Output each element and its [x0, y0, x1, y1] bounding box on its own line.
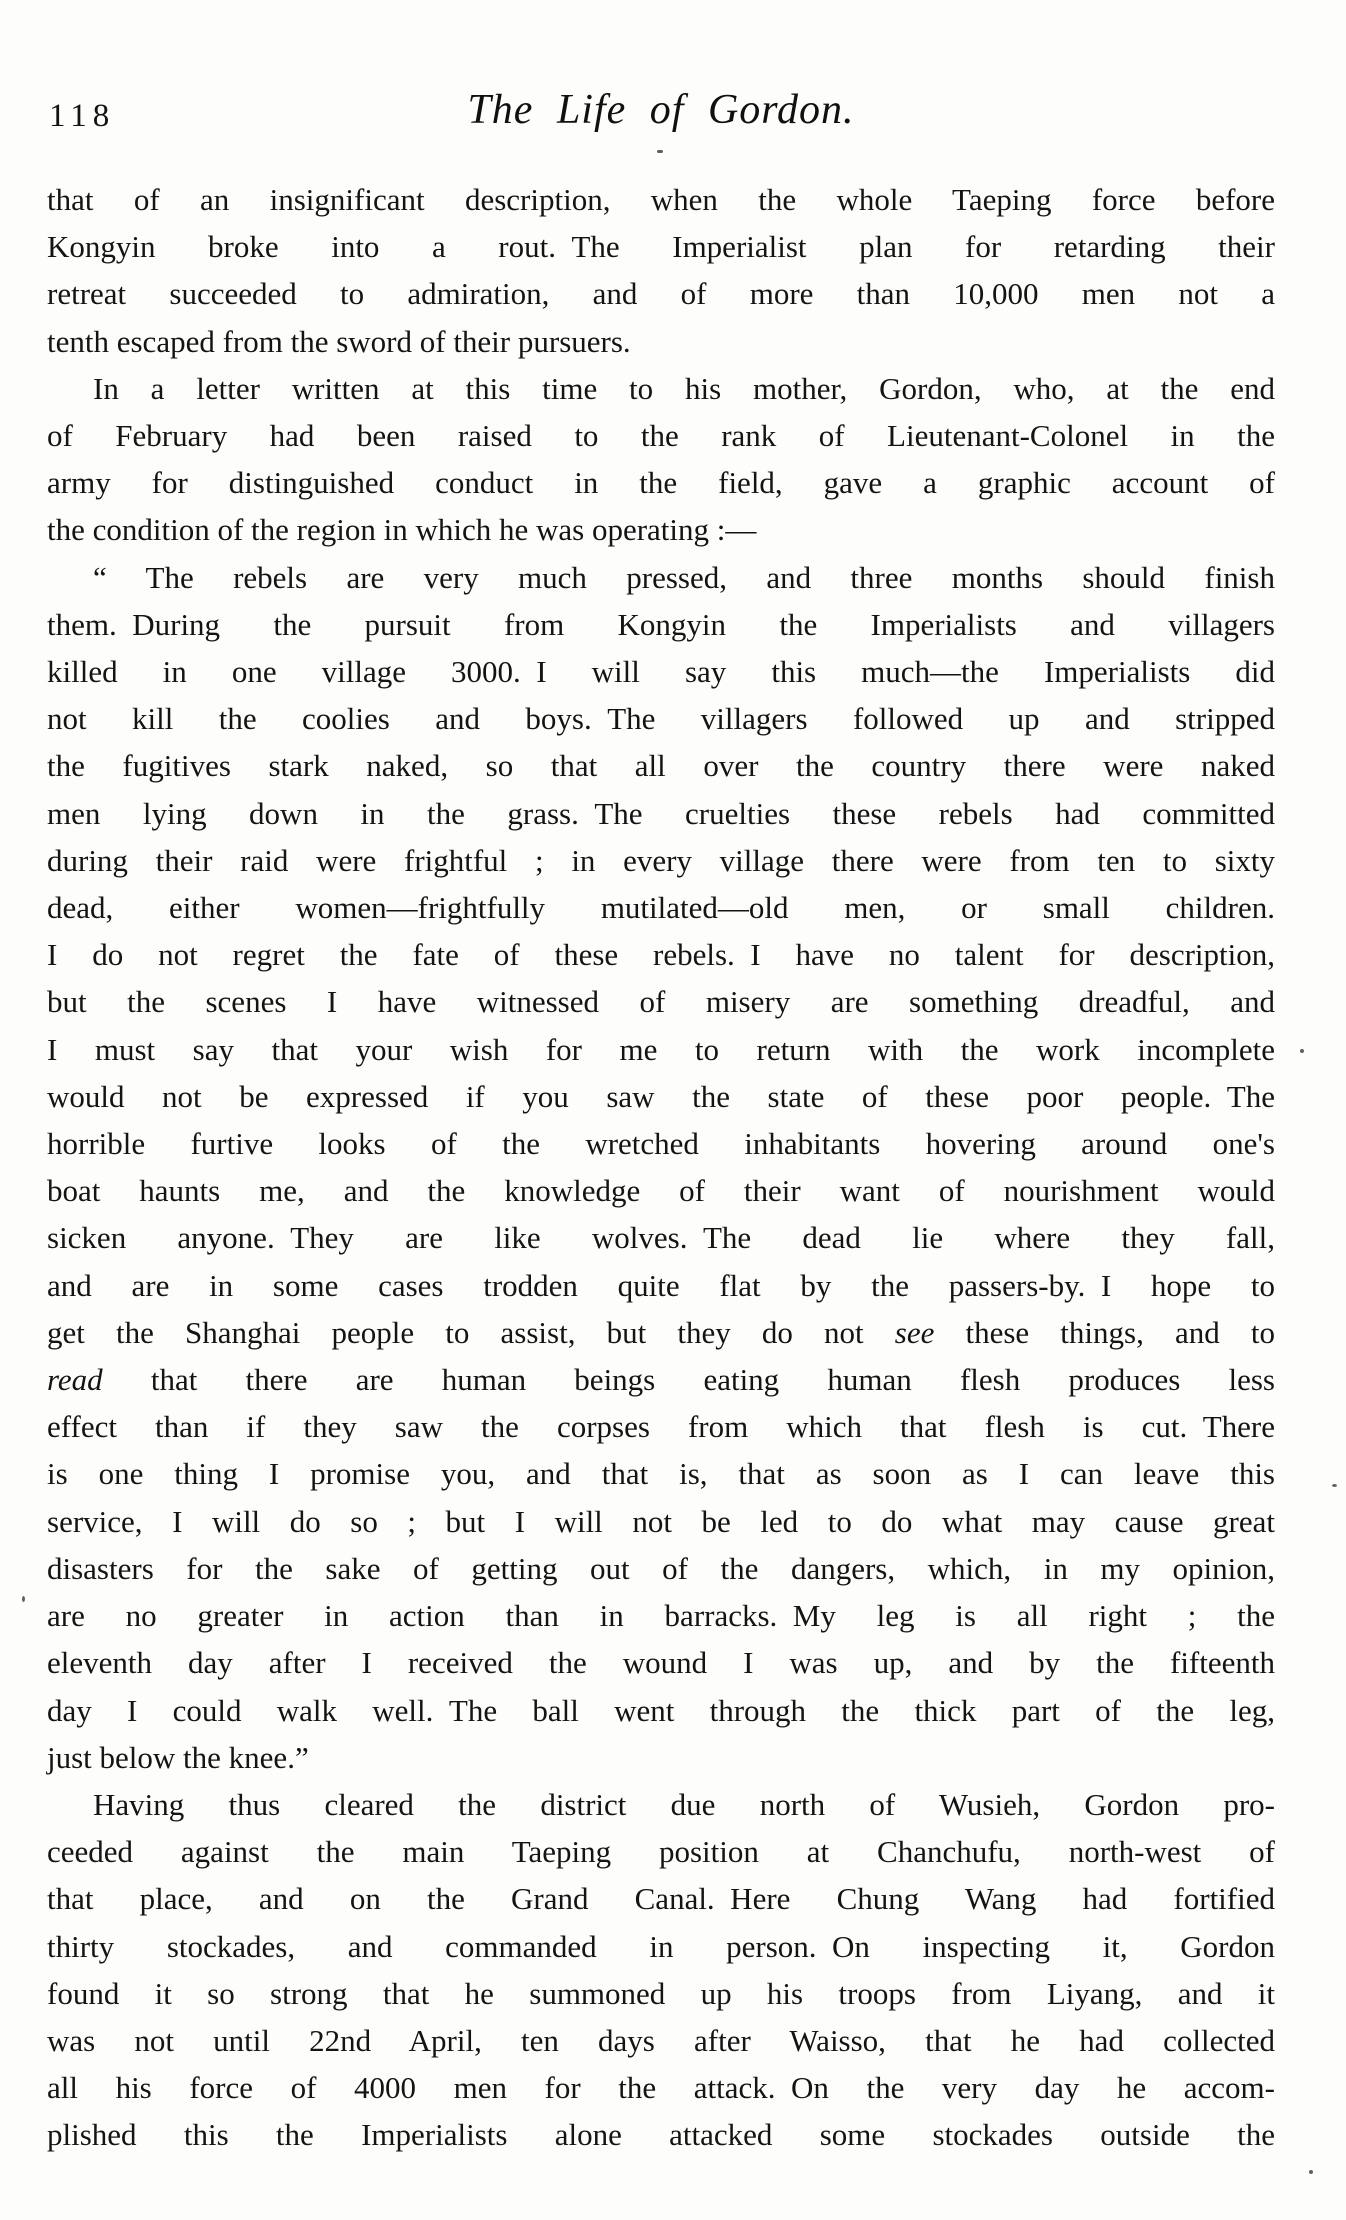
- text-run: eleventh day after I received the wound I was up, and by the fifteenth: [47, 1645, 1275, 1681]
- text-run: of February had been raised to the rank of Lieutenant-Colonel in the: [47, 418, 1275, 454]
- text-run: just below the knee.”: [47, 1739, 309, 1775]
- text-run: during their raid were frightful ; in every village there were from ten to sixty: [47, 842, 1275, 878]
- text-run: all his force of 4000 men for the attack. On the very day he accom-: [47, 2070, 1275, 2106]
- text-line: [47, 365, 1275, 412]
- text-run: horrible furtive looks of the wretched inhabitants hovering around one's: [47, 1126, 1275, 1162]
- text-run: plished this the Imperialists alone attacked some stockades outside the: [47, 2117, 1275, 2153]
- text-run: dead, either women—frightfully mutilated—old men, or small children.: [47, 890, 1275, 926]
- text-run: that there are human beings eating human flesh produces less: [102, 1362, 1275, 1398]
- text-run: that place, and on the Grand Canal. Here Chung Wang had fortified: [47, 1881, 1275, 1917]
- italic-word: see: [894, 1314, 935, 1350]
- text-line: [47, 742, 1275, 789]
- italic-word: read: [47, 1362, 103, 1398]
- text-block: [47, 176, 1275, 2159]
- scan-speck: [22, 1596, 25, 1602]
- text-run: would not be expressed if you saw the state of these poor people. The: [47, 1078, 1275, 1114]
- text-run: day I could walk well. The ball went through the thick part of the leg,: [47, 1692, 1275, 1728]
- text-run: these things, and to: [934, 1314, 1275, 1350]
- text-line: [47, 412, 1275, 459]
- text-line: [47, 554, 1275, 601]
- text-line: [47, 790, 1275, 837]
- text-run: ceeded against the main Taeping position at Chanchufu, north-west of: [47, 1834, 1275, 1870]
- scan-speck: [1309, 2170, 1313, 2174]
- text-line: [47, 1828, 1275, 1875]
- text-run: tenth escaped from the sword of their pursuers.: [47, 323, 631, 359]
- text-run: get the Shanghai people to assist, but they do not: [47, 1314, 895, 1350]
- text-run: but the scenes I have witnessed of misery are something dreadful, and: [47, 984, 1275, 1020]
- text-line: [47, 2111, 1275, 2158]
- text-line: [47, 1639, 1275, 1686]
- text-line: [47, 884, 1275, 931]
- text-line: [47, 1781, 1275, 1828]
- text-line: [47, 1923, 1275, 1970]
- text-line: [47, 648, 1275, 695]
- text-line: [47, 1073, 1275, 1120]
- text-line: [47, 1875, 1275, 1922]
- text-run: effect than if they saw the corpses from which that flesh is cut. There: [47, 1409, 1275, 1445]
- text-line: [47, 1026, 1275, 1073]
- text-line: [47, 695, 1275, 742]
- text-line: [47, 318, 1275, 365]
- text-run: retreat succeeded to admiration, and of more than 10,000 men not a: [47, 276, 1275, 312]
- scan-speck: [1300, 1049, 1304, 1053]
- text-line: [47, 1309, 1275, 1356]
- text-run: I must say that your wish for me to return with the work incomplete: [47, 1031, 1275, 1067]
- text-run: killed in one village 3000. I will say this much—the Imperialists did: [47, 654, 1275, 690]
- text-run: thirty stockades, and commanded in person. On inspecting it, Gordon: [47, 1928, 1275, 1964]
- text-line: [47, 459, 1275, 506]
- page-header: [47, 86, 1275, 146]
- text-line: [47, 270, 1275, 317]
- paragraph: [47, 1781, 1275, 2159]
- text-line: [47, 1167, 1275, 1214]
- text-line: [47, 931, 1275, 978]
- text-run: the fugitives stark naked, so that all over the country there were naked: [47, 748, 1275, 784]
- text-run: not kill the coolies and boys. The villagers followed up and stripped: [47, 701, 1275, 737]
- text-run: boat haunts me, and the knowledge of their want of nourishment would: [47, 1173, 1275, 1209]
- text-line: [47, 1498, 1275, 1545]
- text-run: disasters for the sake of getting out of the dangers, which, in my opinion,: [47, 1550, 1275, 1586]
- text-line: [47, 1545, 1275, 1592]
- text-run: Kongyin broke into a rout. The Imperialist plan for retarding their: [47, 229, 1275, 265]
- text-line: [47, 1120, 1275, 1167]
- text-line: [47, 978, 1275, 1025]
- text-run: “ The rebels are very much pressed, and three months should finish: [93, 559, 1275, 595]
- text-line: [47, 223, 1275, 270]
- text-run: found it so strong that he summoned up his troops from Liyang, and it: [47, 1975, 1275, 2011]
- scan-speck: [657, 150, 663, 153]
- text-line: [47, 2017, 1275, 2064]
- text-run: the condition of the region in which he was operating :—: [47, 512, 757, 548]
- text-run: service, I will do so ; but I will not be led to do what may cause great: [47, 1503, 1275, 1539]
- text-line: [47, 1450, 1275, 1497]
- text-line: [47, 1734, 1275, 1781]
- scan-speck: [1332, 1484, 1337, 1487]
- text-line: [47, 1403, 1275, 1450]
- text-run: In a letter written at this time to his mother, Gordon, who, at the end: [93, 370, 1275, 406]
- paragraph: [47, 176, 1275, 365]
- text-run: was not until 22nd April, ten days after Waisso, that he had collected: [47, 2022, 1275, 2058]
- running-title: The Life of Gordon.: [467, 87, 855, 133]
- text-run: I do not regret the fate of these rebels. I have no talent for description,: [47, 937, 1275, 973]
- text-run: men lying down in the grass. The cruelties these rebels had committed: [47, 795, 1275, 831]
- text-run: that of an insignificant description, when the whole Taeping force before: [47, 182, 1275, 217]
- text-line: [47, 837, 1275, 884]
- text-line: [47, 176, 1275, 223]
- text-run: are no greater in action than in barracks. My leg is all right ; the: [47, 1598, 1275, 1634]
- text-line: [47, 1592, 1275, 1639]
- paragraph: [47, 365, 1275, 554]
- text-line: [47, 506, 1275, 553]
- text-run: army for distinguished conduct in the field, gave a graphic account of: [47, 465, 1275, 501]
- text-line: [47, 1687, 1275, 1734]
- page-number: 118: [49, 98, 116, 134]
- text-line: [47, 1356, 1275, 1403]
- text-run: Having thus cleared the district due north of Wusieh, Gordon pro-: [93, 1786, 1275, 1822]
- text-run: sicken anyone. They are like wolves. The dead lie where they fall,: [47, 1220, 1275, 1256]
- text-line: [47, 1970, 1275, 2017]
- text-line: [47, 2064, 1275, 2111]
- paragraph: [47, 554, 1275, 1781]
- text-line: [47, 1262, 1275, 1309]
- text-line: [47, 601, 1275, 648]
- text-run: them. During the pursuit from Kongyin the Imperialists and villagers: [47, 606, 1275, 642]
- text-run: is one thing I promise you, and that is, that as soon as I can leave this: [47, 1456, 1275, 1492]
- text-line: [47, 1214, 1275, 1261]
- text-run: and are in some cases trodden quite flat by the passers-by. I hope to: [47, 1267, 1275, 1303]
